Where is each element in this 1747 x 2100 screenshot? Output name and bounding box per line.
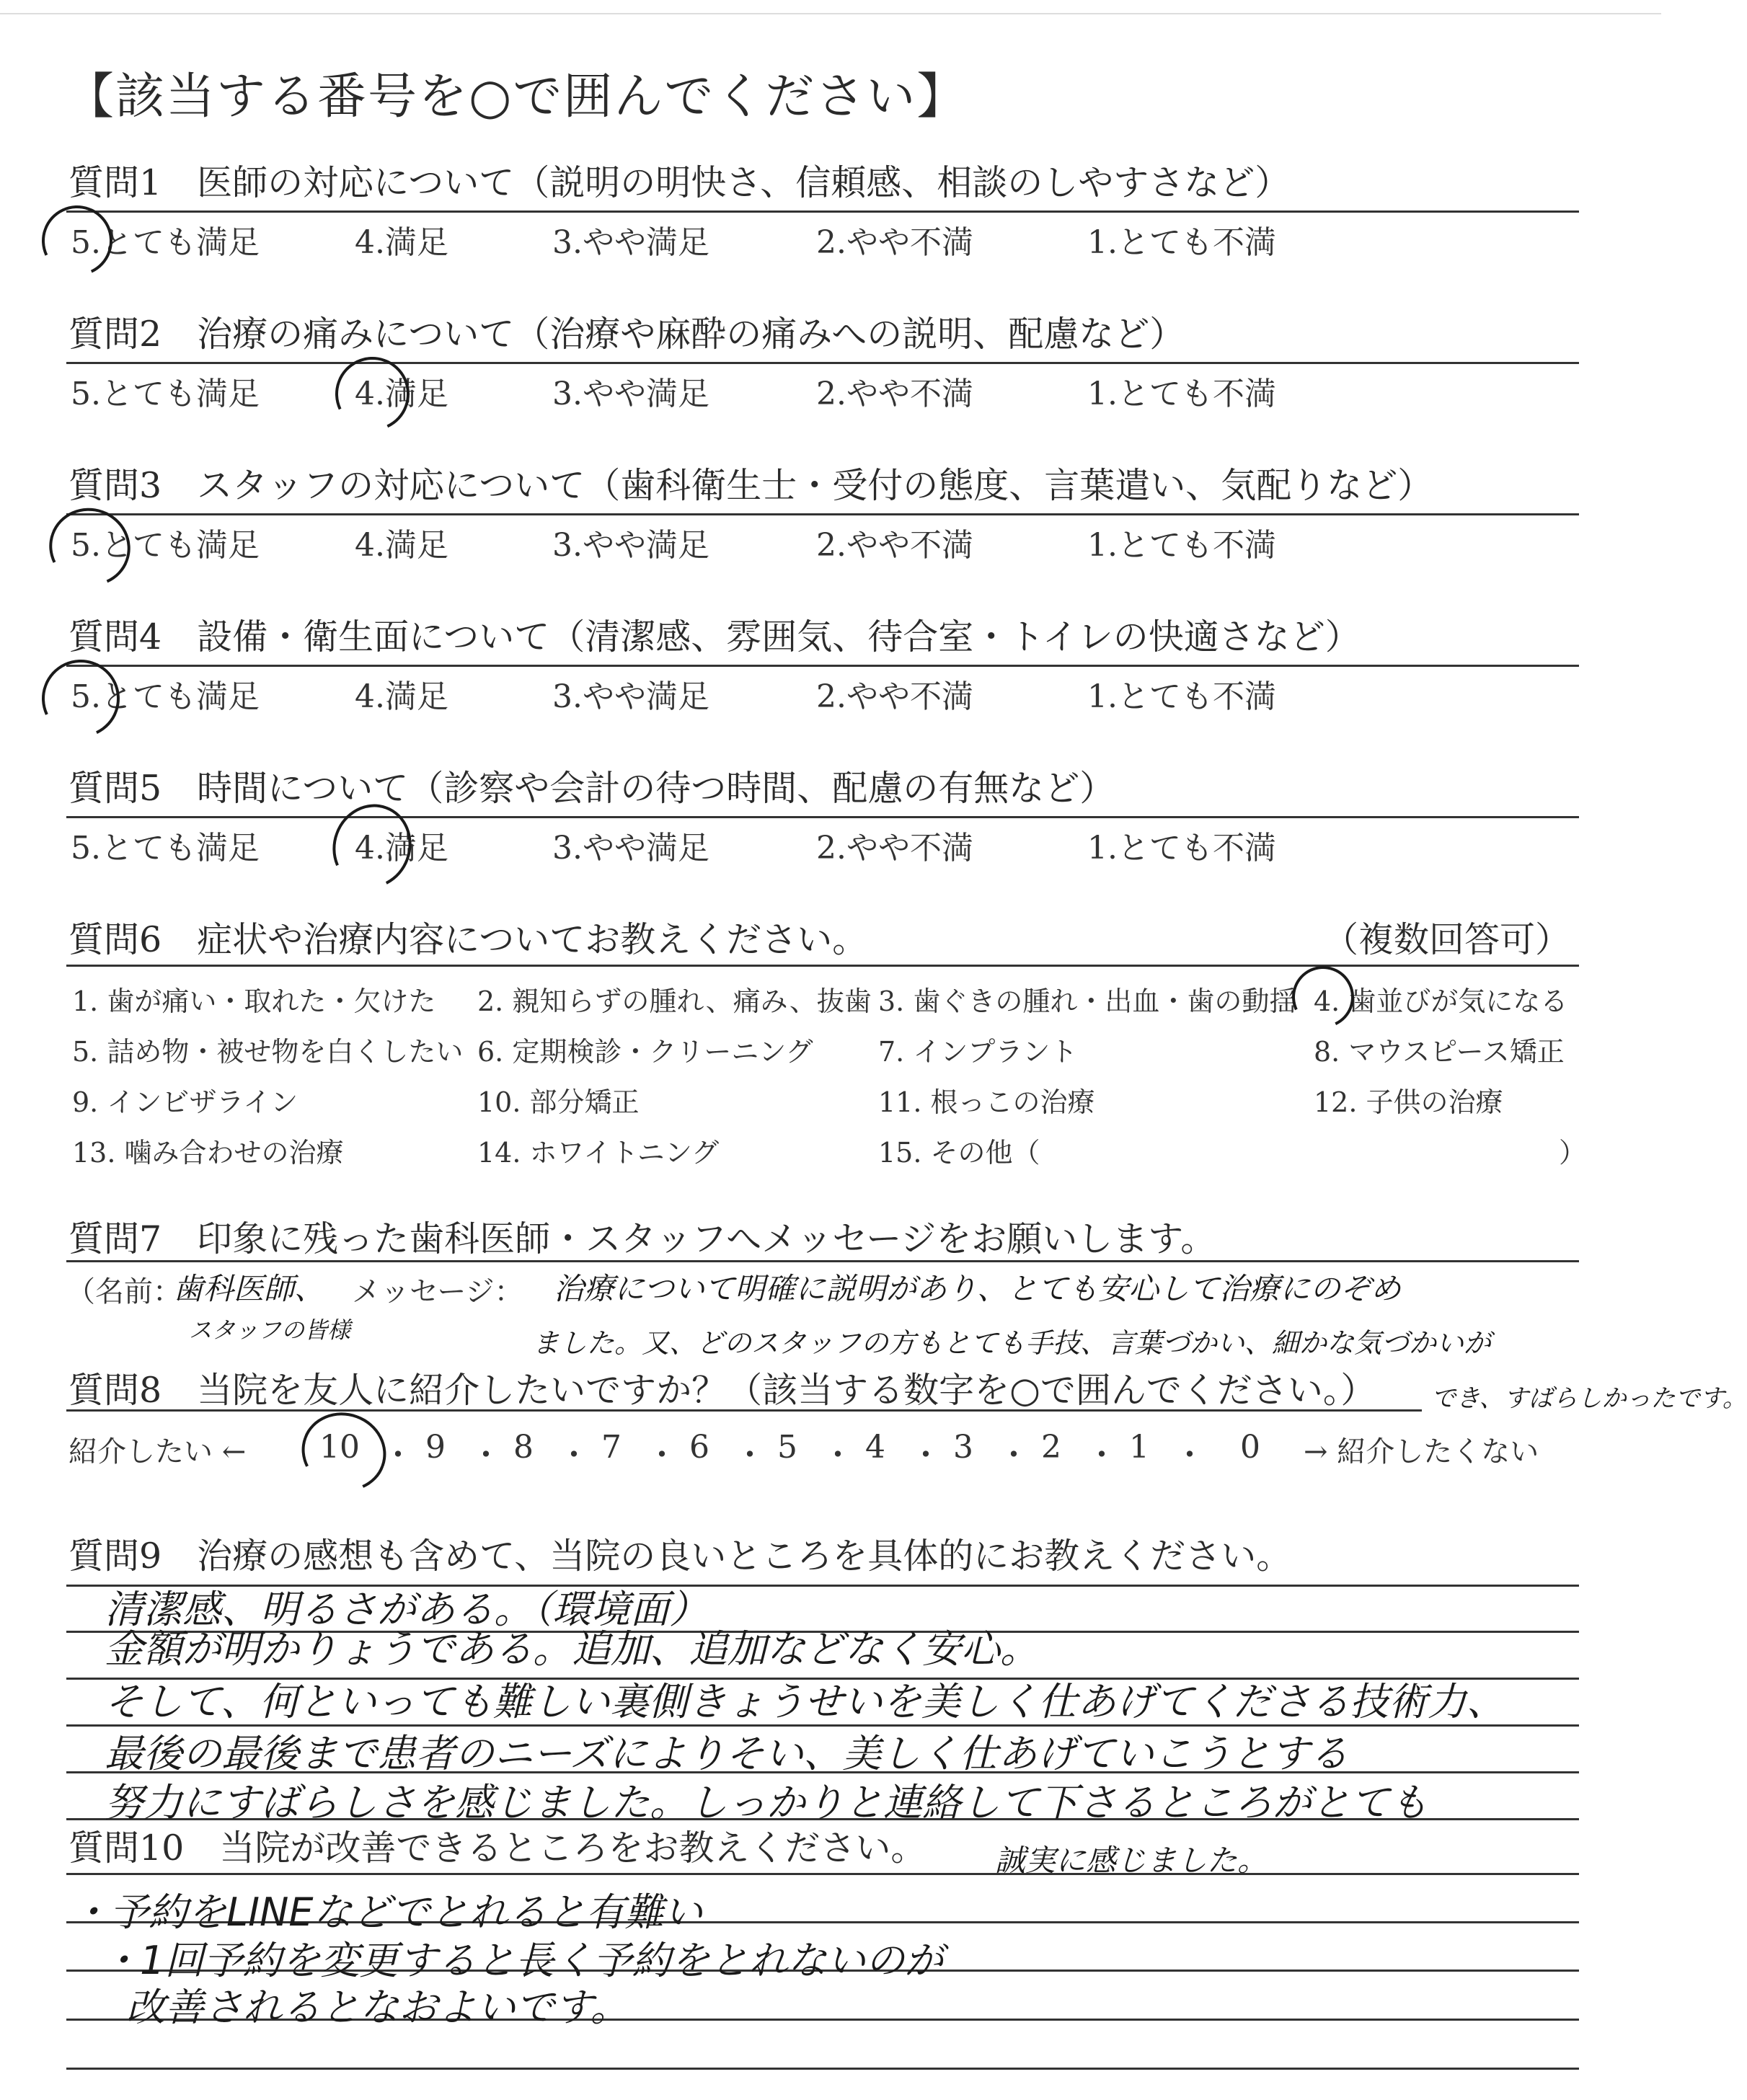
q8-selection-circle — [291, 1401, 397, 1503]
q6-option-13[interactable]: 13. 噛み合わせの治療 — [72, 1137, 344, 1169]
q1-selection-circle — [32, 195, 123, 286]
q8-sep: ・ — [734, 1437, 766, 1474]
q6-option-10[interactable]: 10. 部分矯正 — [477, 1086, 640, 1118]
q3-option-3[interactable]: 3.やや満足 — [552, 527, 709, 564]
q8-sep: ・ — [998, 1437, 1030, 1474]
q8-number-8[interactable]: 8 — [513, 1429, 534, 1466]
q3-heading: 質問3 スタッフの対応について（歯科衛生士・受付の態度、言葉遣い、気配りなど） — [68, 465, 1433, 506]
q8-rule — [66, 1409, 1422, 1412]
q9-answer-line-2: 金額が明かりょうである。追加、追加などなく安心。 — [105, 1626, 1039, 1672]
q4-option-3[interactable]: 3.やや満足 — [552, 678, 709, 715]
q6-rule — [66, 965, 1579, 967]
q6-option-2[interactable]: 2. 親知らずの腫れ、痛み、抜歯 — [477, 985, 872, 1017]
q6-option-14[interactable]: 14. ホワイトニング — [477, 1137, 720, 1169]
q9-heading: 質問9 治療の感想も含めて、当院の良いところを具体的にお教えください。 — [68, 1536, 1292, 1577]
q6-option-5[interactable]: 5. 詰め物・被せ物を白くしたい — [72, 1036, 464, 1068]
q7-name-label: （名前： — [66, 1275, 182, 1308]
q3-option-4[interactable]: 4.満足 — [355, 527, 448, 564]
q6-option-1[interactable]: 1. 歯が痛い・取れた・欠けた — [72, 985, 436, 1017]
q6-option-15-close: ） — [1559, 1137, 1587, 1169]
q1-option-5[interactable]: 5.とても満足 — [71, 224, 260, 261]
q2-option-5[interactable]: 5.とても満足 — [71, 376, 260, 412]
q8-sep: ・ — [558, 1437, 590, 1474]
q9-answer-line-4: 最後の最後まで患者のニーズによりそい、美しく仕あげていこうとする — [105, 1731, 1349, 1776]
q9-answer-line-6: 誠実に感じました。 — [995, 1843, 1268, 1878]
q6-option-12[interactable]: 12. 子供の治療 — [1314, 1086, 1503, 1118]
q8-sep: ・ — [382, 1437, 414, 1474]
q10-rule-1 — [66, 1873, 1579, 1875]
q4-option-4[interactable]: 4.満足 — [355, 678, 448, 715]
q4-option-2[interactable]: 2.やや不満 — [816, 678, 973, 715]
scan-edge — [0, 13, 1661, 14]
q8-sep: ・ — [646, 1437, 678, 1474]
q6-selection-circle — [1283, 957, 1363, 1037]
q7-heading: 質問7 印象に残った歯科医師・スタッフへメッセージをお願いします。 — [68, 1218, 1216, 1259]
q6-option-7[interactable]: 7. インプラント — [878, 1036, 1078, 1068]
q8-sep: ・ — [822, 1437, 854, 1474]
page-title: 【該当する番号を○で囲んでください】 — [65, 68, 968, 125]
q8-number-0[interactable]: 0 — [1240, 1429, 1260, 1466]
q4-heading: 質問4 設備・衛生面について（清潔感、雰囲気、待合室・トイレの快適さなど） — [68, 616, 1361, 657]
q5-heading: 質問5 時間について（診察や会計の待つ時間、配慮の有無など） — [68, 768, 1115, 809]
q10-rule-5 — [66, 2068, 1579, 2070]
q3-option-1[interactable]: 1.とても不満 — [1087, 527, 1276, 564]
q8-sep: ・ — [910, 1437, 942, 1474]
q8-number-4[interactable]: 4 — [865, 1429, 885, 1466]
q5-rule — [66, 816, 1579, 818]
q10-answer-line-3: 改善されるとなおよいです。 — [126, 1985, 629, 2030]
q5-option-1[interactable]: 1.とても不満 — [1087, 830, 1276, 867]
q5-option-2[interactable]: 2.やや不満 — [816, 830, 973, 867]
q7-message-label: メッセージ： — [352, 1275, 523, 1308]
q6-option-8[interactable]: 8. マウスピース矯正 — [1314, 1036, 1565, 1068]
q6-option-3[interactable]: 3. 歯ぐきの腫れ・出血・歯の動揺 — [878, 985, 1297, 1017]
q8-sep: ・ — [1086, 1437, 1118, 1474]
q4-option-5[interactable]: 5.とても満足 — [71, 678, 260, 715]
q6-heading: 質問6 症状や治療内容についてお教えください。 — [68, 919, 868, 960]
q6-option-15[interactable]: 15. その他（ — [878, 1137, 1040, 1169]
q2-option-2[interactable]: 2.やや不満 — [816, 376, 973, 412]
q6-option-4[interactable]: 4. 歯並びが気になる — [1314, 985, 1568, 1017]
q8-heading: 質問8 当院を友人に紹介したいですか？（該当する数字を○で囲んでください。） — [68, 1370, 1376, 1411]
q8-sep: ・ — [1174, 1437, 1206, 1474]
q1-option-2[interactable]: 2.やや不満 — [816, 224, 973, 261]
q8-number-1[interactable]: 1 — [1129, 1429, 1149, 1466]
q10-answer-line-2: ・1回予約を変更すると長く予約をとれないのが — [101, 1938, 944, 1983]
q1-option-4[interactable]: 4.満足 — [355, 224, 448, 261]
q2-option-3[interactable]: 3.やや満足 — [552, 376, 709, 412]
q2-rule — [66, 362, 1579, 364]
q3-option-5[interactable]: 5.とても満足 — [71, 527, 260, 564]
q9-answer-line-5: 努力にすばらしさを感じました。しっかりと連絡して下さるところがとても — [105, 1780, 1428, 1825]
q8-number-3[interactable]: 3 — [953, 1429, 973, 1466]
q1-option-1[interactable]: 1.とても不満 — [1087, 224, 1276, 261]
q9-answer-line-1: 清潔感、明るさがある。（環境面） — [105, 1587, 708, 1632]
q3-selection-circle — [38, 497, 141, 598]
q8-number-6[interactable]: 6 — [689, 1429, 709, 1466]
q9-answer-line-3: そして、何といっても難しい裏側きょうせいを美しく仕あげてくださる技術力、 — [105, 1679, 1505, 1724]
q8-number-10[interactable]: 10 — [319, 1429, 360, 1466]
q10-heading: 質問10 当院が改善できるところをお教えください。 — [68, 1827, 926, 1869]
q1-rule — [66, 211, 1579, 213]
q3-rule — [66, 513, 1579, 515]
q8-sep: ・ — [470, 1437, 502, 1474]
q8-number-5[interactable]: 5 — [777, 1429, 797, 1466]
q7-name-value: 歯科医師、 — [173, 1271, 325, 1306]
q1-heading: 質問1 医師の対応について（説明の明快さ、信頼感、相談のしやすさなど） — [68, 162, 1291, 203]
q7-message-line-1: 治療について明確に説明があり、とても安心して治療にのぞめ — [554, 1271, 1402, 1306]
q5-option-3[interactable]: 3.やや満足 — [552, 830, 709, 867]
q4-selection-circle — [31, 649, 131, 748]
q5-option-5[interactable]: 5.とても満足 — [71, 830, 260, 867]
q10-answer-line-1: ・予約をLINEなどでとれると有難い — [71, 1889, 703, 1935]
q2-selection-circle — [324, 346, 420, 441]
q7-rule — [66, 1260, 1579, 1262]
q7-name-value-2: スタッフの皆様 — [189, 1316, 351, 1344]
q4-rule — [66, 665, 1579, 667]
q2-heading: 質問2 治療の痛みについて（治療や麻酔の痛みへの説明、配慮など） — [68, 314, 1185, 355]
q6-option-6[interactable]: 6. 定期検診・クリーニング — [477, 1036, 813, 1068]
q1-option-3[interactable]: 3.やや満足 — [552, 224, 709, 261]
q8-number-9[interactable]: 9 — [425, 1429, 446, 1466]
q2-option-4[interactable]: 4.満足 — [355, 376, 448, 412]
q2-option-1[interactable]: 1.とても不満 — [1087, 376, 1276, 412]
q3-option-2[interactable]: 2.やや不満 — [816, 527, 973, 564]
q8-number-7[interactable]: 7 — [601, 1429, 622, 1466]
q8-right-label: → 紹介したくない — [1304, 1435, 1539, 1468]
q7-message-line-3: でき、すばらしかったです。 — [1431, 1384, 1747, 1413]
q8-left-label: 紹介したい ← — [68, 1435, 247, 1468]
q6-option-11[interactable]: 11. 根っこの治療 — [878, 1086, 1095, 1118]
q5-option-4[interactable]: 4.満足 — [355, 830, 448, 867]
q7-message-line-2: ました。又、どのスタッフの方もとても手技、言葉づかい、細かな気づかいが — [532, 1327, 1492, 1359]
q6-option-9[interactable]: 9. インビザライン — [72, 1086, 298, 1118]
q8-number-2[interactable]: 2 — [1041, 1429, 1061, 1466]
q4-option-1[interactable]: 1.とても不満 — [1087, 678, 1276, 715]
q6-multi-note: （複数回答可） — [1323, 919, 1571, 960]
